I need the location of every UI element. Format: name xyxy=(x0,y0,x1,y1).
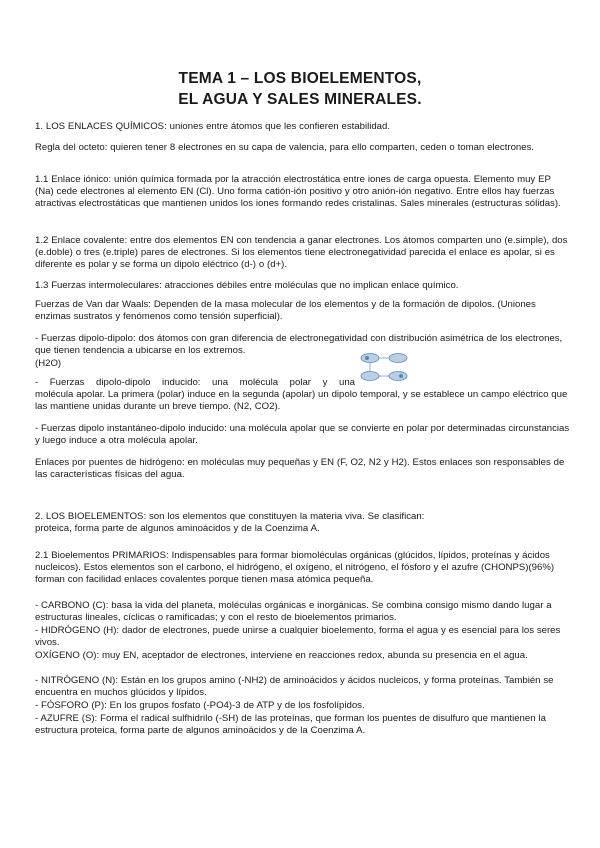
azufre-item: - AZUFRE (S): Forma el radical sulfhidrilo (-SH) de las proteínas, que forman los puentes de disulfuro que mantienen la estructura proteica, forma parte de algunos aminoácidos y de la Coenzima A. xyxy=(35,713,546,737)
intermoleculares-paragraph: 1.3 Fuerzas intermoleculares: atracciones débiles entre moléculas que no implican enlace químico. xyxy=(35,280,459,291)
fosforo-item: - FÓSFORO (P): En los grupos fosfato (-PO4)-3 de ATP y de los fosfolípidos. xyxy=(35,700,365,711)
vanderwaals-paragraph: Fuerzas de Van dar Waals: Dependen de la masa molecular de los elementos y de la formación de dipolos. (Uniones enzimas sustratos y fenómenos como tensión superficial). xyxy=(35,299,536,323)
dipolo-inducido-first-line: - Fuerzas dipolo-dipolo inducido: una molécula polar y una xyxy=(35,377,355,388)
hidrogeno-item: - HIDRÓGENO (H): dador de electrones, puede unirse a cualquier bioelemento, forma el agua y es esencial para los seres vivos. xyxy=(35,625,561,649)
page-title-line-1: TEMA 1 – LOS BIOELEMENTOS, xyxy=(178,70,422,87)
dipole-molecules-icon xyxy=(358,350,410,384)
primarios-paragraph: 2.1 Bioelementos PRIMARIOS: Indispensables para formar biomoléculas orgánicas (glúcidos, lípidos, proteínas y ácidos nucleicos). Estos elementos son el carbono, el hidrógeno, el oxígeno, el nitrógeno, el fósforo y el azufre (CHONPS)(96%) forman con facilidad enlaces covalentes porque tienen masa atómica pequeña. xyxy=(35,550,555,586)
section1-heading: 1. LOS ENLACES QUÍMICOS: uniones entre átomos que les confieren estabilidad. xyxy=(35,121,391,132)
dipolo-dipolo-paragraph: - Fuerzas dipolo-dipolo: dos átomos con gran diferencia de electronegatividad con distribución asimétrica de los electrones, que tienen tendencia a ubicarse en los extremos. xyxy=(35,333,563,357)
dipolo-inducido-rest: molécula apolar. La primera (polar) induce en la segunda (apolar) un dipolo temporal, y se establece un campo eléctrico que las mantiene unidas durante un breve tiempo. (N2, CO2). xyxy=(35,389,568,413)
section2-heading-line-1: 2. LOS BIOELEMENTOS: son los elementos que constituyen la materia viva. Se clasifican: xyxy=(35,511,425,522)
ionico-paragraph: 1.1 Enlace iónico: unión química formada por la atracción electrostática entre iones de carga opuesta. Elemento muy EP (Na) cede electrones al elemento EN (Cl). Uno forma catión-ión positivo y otro anión-ión negativo. Entre ellos hay fuerzas atractivas electrostáticas que mantienen unidos los iones formando redes cristalinas. Sales minerales (estructuras sólidas). xyxy=(35,174,561,210)
oxigeno-item: OXÍGENO (O): muy EN, aceptador de electrones, interviene en reacciones redox, abunda su presencia en el agua. xyxy=(35,650,528,661)
page-title-line-2: EL AGUA Y SALES MINERALES. xyxy=(178,91,422,108)
octeto-paragraph: Regla del octeto: quieren tener 8 electrones en su capa de valencia, para ello comparten, ceden o toman electrones. xyxy=(35,142,535,153)
carbono-item: - CARBONO (C): basa la vida del planeta, moléculas orgánicas e inorgánicas. Se combina consigo mismo dando lugar a estructuras lineales, cíclicas o ramificadas; y con el resto de bioelementos primarios. xyxy=(35,600,552,624)
nitrogeno-item: - NITRÓGENO (N): Están en los grupos amino (-NH2) de aminoácidos y ácidos nucleicos, y forma proteínas. También se encuentra en muchos glúcidos y lípidos. xyxy=(35,675,554,699)
dipolo-example: (H2O) xyxy=(35,358,62,369)
dipole-figure xyxy=(358,350,410,389)
puentes-hidrogeno-paragraph: Enlaces por puentes de hidrógeno: en moléculas muy pequeñas y EN (F, O2, N2 y H2). Estos enlaces son responsables de las características físicas del agua. xyxy=(35,457,565,481)
section2-heading-line-2: proteica, forma parte de algunos aminoácidos y de la Coenzima A. xyxy=(35,523,320,534)
instantaneo-paragraph: - Fuerzas dipolo instantáneo-dipolo inducido: una molécula apolar que se convierte en polar por determinadas circunstancias y luego induce a otra molécula apolar. xyxy=(35,423,570,447)
covalente-paragraph: 1.2 Enlace covalente: entre dos elementos EN con tendencia a ganar electrones. Los átomos comparten uno (e.simple), dos (e.doble) o tres (e.triple) pares de electrones. Si los elementos tiene electronegatividad parecida el enlace es apolar, si es diferente es polar y se forma un dipolo eléctrico (d-) o (d+). xyxy=(35,235,568,271)
